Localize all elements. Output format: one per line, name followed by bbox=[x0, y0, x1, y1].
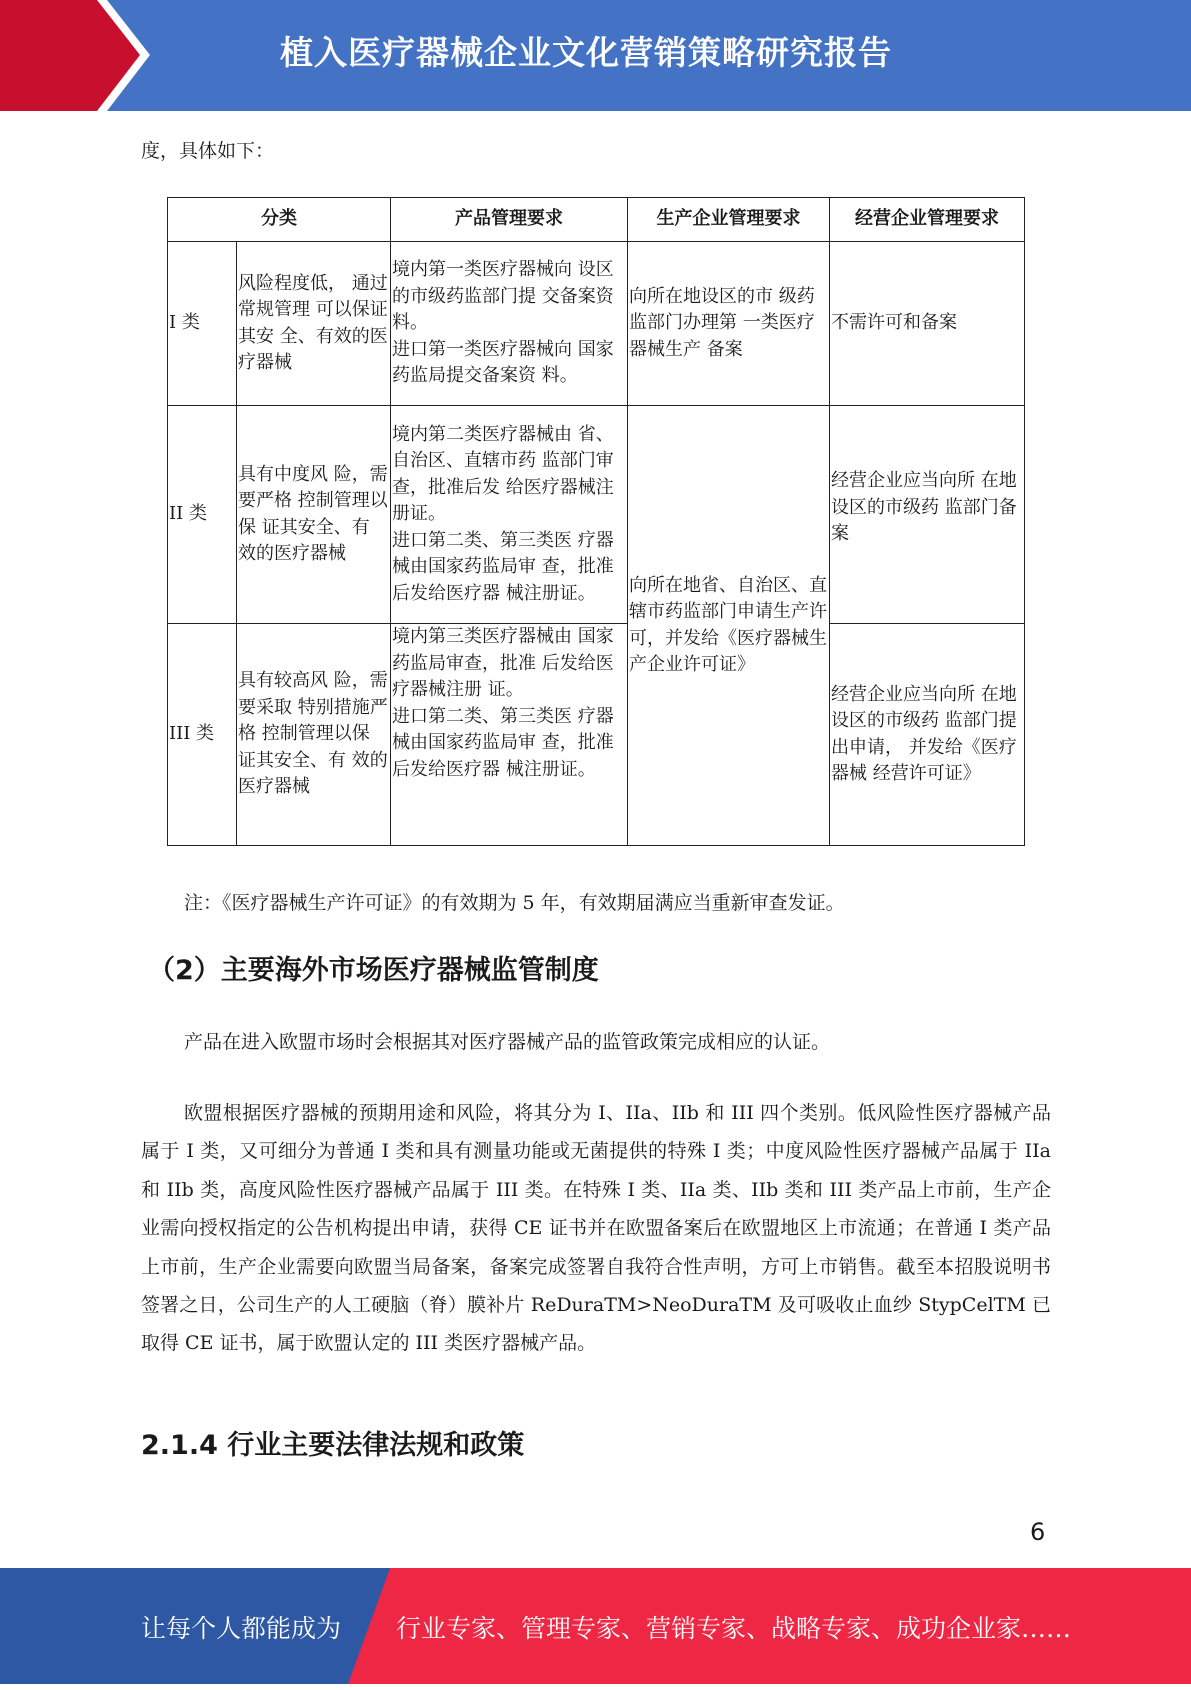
regulation-table bbox=[167, 197, 1025, 846]
table-note: 注：《医疗器械生产许可证》的有效期为 5 年，有效期届满应当重新审查发证。 bbox=[184, 892, 845, 914]
cell-business: 经营企业应当向所 在地设区的市级药 监部门提出申请， 并发给《医疗器械 经营许可证》 bbox=[830, 624, 1025, 846]
cell-risk: 风险程度低， 通过常规管理 可以保证其安 全、有效的医 疗器械 bbox=[237, 242, 391, 406]
header-category: 分类 bbox=[168, 198, 391, 242]
footer-slogan-right: 行业专家、管理专家、营销专家、战略专家、成功企业家…… bbox=[396, 1614, 1072, 1643]
footer-slogan-left: 让每个人都能成为 bbox=[141, 1614, 342, 1643]
header-product: 产品管理要求 bbox=[391, 198, 628, 242]
cell-class: I 类 bbox=[168, 242, 237, 406]
header-red-chevron bbox=[0, 0, 150, 111]
page-header bbox=[0, 0, 1191, 111]
section-heading: （2）主要海外市场医疗器械监管制度 bbox=[148, 955, 599, 986]
cell-class: II 类 bbox=[168, 406, 237, 624]
intro-text: 度，具体如下： bbox=[141, 140, 275, 162]
table-row bbox=[168, 624, 1025, 846]
cell-product: 境内第二类医疗器械由 省、自治区、直辖市药 监部门审查，批准后发 给医疗器械注册证。 进口第二类、第三类医 疗器械由国家药监局审 查，批准后发给医疗器 械注册证。 bbox=[391, 406, 628, 624]
page-number: 6 bbox=[1030, 1518, 1046, 1546]
cell-class: III 类 bbox=[168, 624, 237, 846]
cell-product: 境内第三类医疗器械由 国家药监局审查，批准 后发给医疗器械注册 证。 进口第二类、第三类医 疗器械由国家药监局审 查，批准后发给医疗器 械注册证。 bbox=[391, 624, 628, 846]
cell-business: 经营企业应当向所 在地设区的市级药 监部门备案 bbox=[830, 406, 1025, 624]
header-title: 植入医疗器械企业文化营销策略研究报告 bbox=[280, 33, 892, 72]
cell-product: 境内第一类医疗器械向 设区的市级药监部门提 交备案资料。 进口第一类医疗器械向 国家药监局提交备案资 料。 bbox=[391, 242, 628, 406]
page-footer bbox=[0, 1568, 1191, 1684]
table-header-row bbox=[168, 198, 1025, 242]
header-production: 生产企业管理要求 bbox=[628, 198, 830, 242]
subsection-heading: 2.1.4 行业主要法律法规和政策 bbox=[141, 1430, 525, 1461]
cell-production: 向所在地设区的市 级药监部门办理第 一类医疗器械生产 备案 bbox=[628, 242, 830, 406]
cell-risk: 具有中度风 险，需要严格 控制管理以保 证其安全、有 效的医疗器械 bbox=[237, 406, 391, 624]
table-row bbox=[168, 242, 1025, 406]
cell-risk: 具有较高风 险，需要采取 特别措施严格 控制管理以保 证其安全、有 效的医疗器械 bbox=[237, 624, 391, 846]
cell-business: 不需许可和备案 bbox=[830, 242, 1025, 406]
header-business: 经营企业管理要求 bbox=[830, 198, 1025, 242]
cell-production: 向所在地省、自治区、直辖市药监部门申请生产许可，并发给《医疗器械生产企业许可证》 bbox=[628, 406, 830, 846]
paragraph: 欧盟根据医疗器械的预期用途和风险，将其分为 I、IIa、IIb 和 III 四个类别。低风险性医疗器械产品属于 I 类，又可细分为普通 I 类和具有测量功能或无菌提供的特殊 I 类；中度风险性医疗器械产品属于 IIa 和 IIb 类，高度风险性医疗器械产品属于 III 类。在特殊 I 类、IIa 类、IIb 类和 III 类产品上市前，生产企业需向授权指定的公告机构提出申请，获得 CE 证书并在欧盟备案后在欧盟地区上市流通；在普通 I 类产品上市前，生产企业需要向欧盟当局备案，备案完成签署自我符合性声明，方可上市销售。截至本招股说明书签署之日，公司生产的人工硬脑（脊）膜补片 ReDuraTM>NeoDuraTM 及可吸收止血纱 StypCelTM 已取得 CE 证书，属于欧盟认定的 III 类医疗器械产品。 bbox=[141, 1102, 1051, 1355]
table-row bbox=[168, 406, 1025, 624]
paragraph: 产品在进入欧盟市场时会根据其对医疗器械产品的监管政策完成相应的认证。 bbox=[184, 1031, 831, 1053]
